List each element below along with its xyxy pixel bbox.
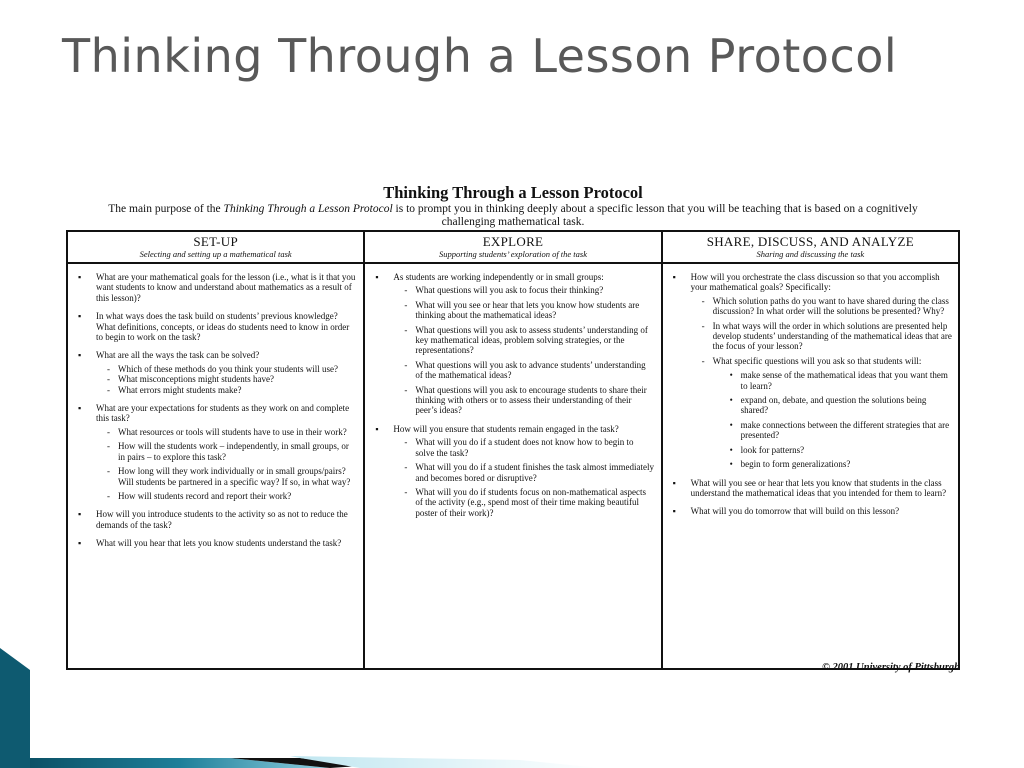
list-item: ▪ What are all the ways the task can be solved? - Which of these methods do you think your students will use? - What misconceptions might students have? - What errors might students make? <box>74 350 357 395</box>
bullet-item: • begin to form generalizations? <box>727 459 952 469</box>
column-explore <box>364 263 661 669</box>
column-header-explore: EXPLORE Supporting students’ exploration of the task <box>364 231 661 263</box>
sub-item: - What will you see or hear that lets you know how students are thinking about the mathematical ideas? <box>401 300 654 321</box>
slide-title: Thinking Through a Lesson Protocol <box>62 29 898 83</box>
document-title: Thinking Through a Lesson Protocol <box>383 183 643 202</box>
list-item: ▪ How will you orchestrate the class discussion so that you accomplish your mathematical goals? Specifically: - Which solution paths do you want to have shared during the class discussion? In what order will the solutions be presented? Why? - In what ways will the order in which solutions are presented help develop students’ understanding of the mathematical ideas that are the focus of your lesson? - What specific questions will you ask so that students will: • make sense of the mathematical ideas that you want them to learn? • expand on, debate, and question the solutions being shared? • make connections between the different strategies that are presented? • look for patterns? • begin to form generalizations? <box>669 272 952 470</box>
sub-item: - What specific questions will you ask so that students will: • make sense of the mathematical ideas that you want them to learn? • expand on, debate, and question the solutions being shared? • make connections between the different strategies that are presented? • look for patterns? • begin to form generalizations? <box>699 356 952 470</box>
sub-item: - In what ways will the order in which solutions are presented help develop students’ understanding of the mathematical ideas that are the focus of your lesson? <box>699 321 952 352</box>
list-item: ▪ What are your expectations for students as they work on and complete this task? - What resources or tools will students have to use in their work? - How will the students work – independently, in small groups, or in pairs – to explore this task? - How long will they work individually or in small groups/pairs? Will students be partnered in a specific way? If so, in what way? - How will students record and report their work? <box>74 403 357 501</box>
list-item: ▪ In what ways does the task build on students’ previous knowledge? What definitions, concepts, or ideas do students need to know in order to begin to work on the task? <box>74 311 357 342</box>
sub-item: - How will the students work – independently, in small groups, or in pairs – to explore this task? <box>104 441 357 462</box>
sub-item: - What questions will you ask to encourage students to share their thinking with others or to assess their understanding of their peer’s ideas? <box>401 385 654 416</box>
bullet-item: • make sense of the mathematical ideas that you want them to learn? <box>727 370 952 391</box>
sub-item: - Which of these methods do you think your students will use? <box>104 364 357 374</box>
list-item: ▪ What are your mathematical goals for the lesson (i.e., what is it that you want students to know and understand about mathematics as a result of this lesson)? <box>74 272 357 303</box>
sub-item: - What questions will you ask to focus their thinking? <box>401 285 654 295</box>
bullet-item: • look for patterns? <box>727 445 952 455</box>
sub-item: - Which solution paths do you want to have shared during the class discussion? In what order will the solutions be presented? Why? <box>699 296 952 317</box>
column-header-setup: SET-UP Selecting and setting up a mathematical task <box>67 231 364 263</box>
sub-item: - What will you do if students focus on non-mathematical aspects of the activity (e.g., spend most of their time making beautiful poster of their work)? <box>401 487 654 518</box>
list-item: ▪ How will you introduce students to the activity so as not to reduce the demands of the task? <box>74 509 357 530</box>
bullet-item: • expand on, debate, and question the solutions being shared? <box>727 395 952 416</box>
list-item: ▪ What will you hear that lets you know students understand the task? <box>74 538 357 548</box>
list-item: ▪ As students are working independently or in small groups: - What questions will you ask to focus their thinking? - What will you see or hear that lets you know how students are thinking about the mathematical ideas? - What questions will you ask to assess students’ understanding of key mathematical ideas, problem solving strategies, or the representations? - What questions will you ask to advance students’ understanding of the mathematical ideas? - What questions will you ask to encourage students to share their thinking with others or to assess their understanding of their peer’s ideas? <box>371 272 654 416</box>
document-intro: The main purpose of the Thinking Through a Lesson Protocol is to prompt you in thinking deeply about a specific lesson that you will be teaching that is based on a cognitively challenging mathematical task. <box>108 203 918 228</box>
sub-item: - What errors might students make? <box>104 385 357 395</box>
protocol-document <box>66 184 960 670</box>
protocol-table <box>66 230 960 670</box>
bullet-item: • make connections between the different strategies that are presented? <box>727 420 952 441</box>
list-item: ▪ What will you do tomorrow that will build on this lesson? <box>669 506 952 516</box>
list-item: ▪ What will you see or hear that lets you know that students in the class understand the mathematical ideas that you intended for them to learn? <box>669 478 952 499</box>
sub-item: - What will you do if a student does not know how to begin to solve the task? <box>401 437 654 458</box>
column-header-share: SHARE, DISCUSS, AND ANALYZE Sharing and discussing the task <box>662 231 959 263</box>
sub-item: - What will you do if a student finishes the task almost immediately and becomes bored or disruptive? <box>401 462 654 483</box>
list-item: ▪ How will you ensure that students remain engaged in the task? - What will you do if a student does not know how to begin to solve the task? - What will you do if a student finishes the task almost immediately and becomes bored or disruptive? - What will you do if students focus on non-mathematical aspects of the activity (e.g., spend most of their time making beautiful poster of their work)? <box>371 424 654 518</box>
sub-item: - How long will they work individually or in small groups/pairs? Will students be partnered in a specific way? If so, in what way? <box>104 466 357 487</box>
sub-item: - What misconceptions might students have? <box>104 374 357 384</box>
copyright-notice: © 2001 University of Pittsburgh <box>822 662 960 673</box>
column-setup <box>67 263 364 669</box>
sub-item: - What resources or tools will students have to use in their work? <box>104 427 357 437</box>
sub-item: - What questions will you ask to advance students’ understanding of the mathematical ideas? <box>401 360 654 381</box>
sub-item: - What questions will you ask to assess students’ understanding of key mathematical ideas, problem solving strategies, or the representations? <box>401 325 654 356</box>
column-share-discuss-analyze <box>662 263 959 669</box>
sub-item: - How will students record and report their work? <box>104 491 357 501</box>
